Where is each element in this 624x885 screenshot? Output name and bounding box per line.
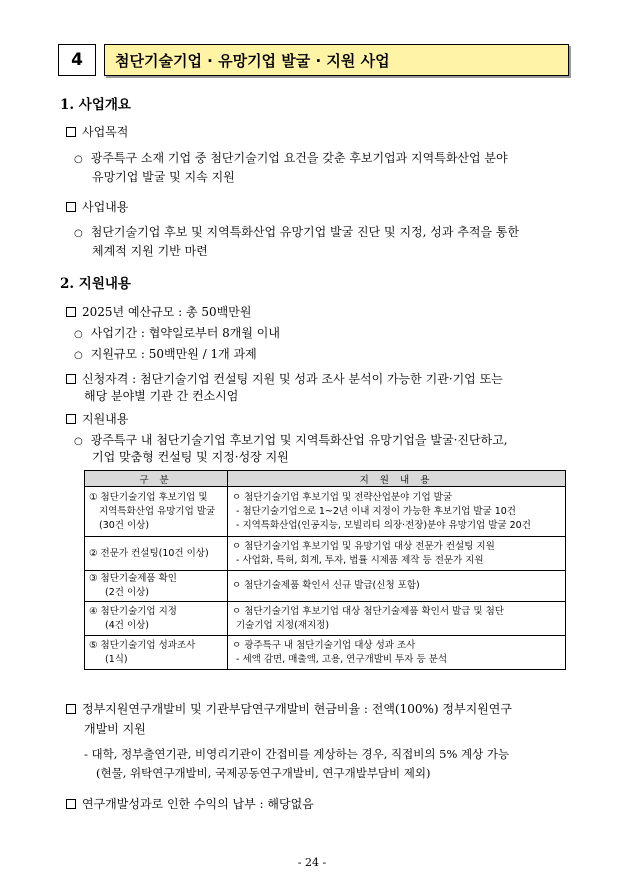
content-text: ㅇ 첨단기술제품 확인서 신규 발급(신청 포함): [232, 580, 420, 591]
table-row: [85, 487, 566, 537]
table-cell-category: [85, 537, 228, 571]
circle-bullet-icon: ○: [74, 436, 83, 447]
table-row: [85, 636, 566, 670]
table-row: [85, 571, 566, 602]
budget-line: 2025년 예산규모 : 총 50백만원: [66, 303, 251, 320]
category-text: ⑤ 첨단기술기업 성과조사: [89, 639, 196, 651]
support-text-cont: 기업 맞춤형 컨설팅 및 지정·성장 지원: [92, 450, 289, 464]
eligibility-line: 신청자격 : 첨단기술기업 컨설팅 지원 및 성과 조사 분석이 가능한 기관·기업 또는: [66, 370, 503, 387]
checkbox-square-icon: [66, 799, 76, 809]
purpose-text-cont: 유망기업 발굴 및 지속 지원: [92, 170, 235, 184]
purpose-label: 사업목적: [66, 123, 128, 140]
table-cell-category: [85, 571, 228, 602]
content-text: ○ 첨단기술기업 후보 및 지역특화산업 유망기업 발굴 진단 및 지정, 성과 추적을 통한: [74, 225, 520, 239]
ratio-line: 정부지원연구개발비 및 기관부담연구개발비 현금비율 : 전액(100%) 정부지원연구: [66, 700, 512, 717]
category-text: ④ 첨단기술기업 지정: [89, 605, 177, 617]
note-line: - 대학, 정부출연기관, 비영리기관이 간접비를 계상하는 경우, 직접비의 5% 계상 가능: [84, 747, 510, 761]
content-text: ㅇ 광주특구 내 첨단기술기업 대상 성과 조사: [232, 639, 416, 651]
table-cell-category: [85, 487, 228, 537]
circle-bullet-icon: ○: [74, 228, 83, 239]
content-text: - 첨단기술기업으로 1~2년 이내 지정이 가능한 후보기업 발굴 10건: [236, 505, 516, 517]
category-text: ② 전문가 컨설팅(10건 이상): [89, 547, 209, 559]
content-text: ㅇ 첨단기술기업 후보기업 및 전략산업분야 기업 발굴: [232, 491, 453, 503]
eligibility-line-cont: 해당 분야별 기관 간 컨소시엄: [84, 389, 239, 403]
table-cell-category: [85, 636, 228, 670]
content-text: - 세액 감면, 매출액, 고용, 연구개발비 투자 등 분석: [236, 653, 448, 665]
note-line-cont: (현물, 위탁연구개발비, 국제공동연구개발비, 연구개발부담비 제외): [96, 766, 431, 780]
checkbox-square-icon: [66, 127, 76, 137]
section-number: 4: [58, 44, 96, 76]
content-text-cont: 체계적 지원 기반 마련: [92, 244, 208, 258]
category-text: (30건 이상): [99, 519, 150, 531]
circle-bullet-icon: ○: [74, 350, 83, 361]
category-text: (1식): [105, 653, 128, 665]
section-header: [58, 44, 569, 76]
support-table: [84, 470, 566, 670]
checkbox-square-icon: [66, 374, 76, 384]
table-cell-content: [228, 571, 566, 602]
heading-support: 2. 지원내용: [60, 276, 131, 292]
checkbox-square-icon: [66, 307, 76, 317]
section-title: 첨단기술기업 · 유망기업 발굴 · 지원 사업: [104, 44, 569, 76]
content-label: 사업내용: [66, 198, 128, 215]
category-text: ③ 첨단기술제품 확인: [89, 573, 177, 584]
support-text: ○ 광주특구 내 첨단기술기업 후보기업 및 지역특화산업 유망기업을 발굴·진단하고,: [74, 433, 508, 447]
category-text: ① 첨단기술기업 후보기업 및: [89, 491, 208, 503]
circle-bullet-icon: ○: [74, 329, 83, 340]
table-cell-content: [228, 602, 566, 636]
table-cell-content: [228, 636, 566, 670]
table-row: [85, 602, 566, 636]
table-header-content: 지 원 내 용: [228, 471, 566, 487]
table-header-row: [85, 471, 566, 487]
category-text: 지역특화산업 유망기업 발굴: [99, 505, 216, 517]
support-label: 지원내용: [66, 410, 128, 427]
payment-line: 연구개발성과로 인한 수익의 납부 : 해당없음: [66, 795, 314, 812]
content-text: ㅇ 첨단기술기업 후보기업 대상 첨단기술제품 확인서 발급 및 첨단: [232, 605, 504, 617]
table-row: [85, 537, 566, 571]
heading-overview: 1. 사업개요: [60, 97, 131, 113]
table-cell-category: [85, 602, 228, 636]
content-text: - 사업화, 특허, 회계, 투자, 법률 시제품 제작 등 전문가 지원: [236, 554, 484, 566]
category-text: (2건 이상): [105, 587, 150, 598]
content-text: - 지역특화산업(인공지능, 모빌리티 의장·전장)분야 유망기업 발굴 20건: [236, 519, 531, 531]
checkbox-square-icon: [66, 704, 76, 714]
ratio-line-cont: 개발비 지원: [84, 722, 146, 736]
category-text: (4건 이상): [105, 619, 150, 631]
content-text: ㅇ 첨단기술기업 후보기업 및 유망기업 대상 전문가 컨설팅 지원: [232, 540, 495, 552]
checkbox-square-icon: [66, 414, 76, 424]
period-line: ○ 사업기간 : 협약일로부터 8개월 이내: [74, 326, 280, 340]
circle-bullet-icon: ○: [74, 154, 83, 165]
content-text: 기술기업 지정(재지정): [236, 619, 330, 631]
page-number: - 24 -: [297, 856, 327, 869]
checkbox-square-icon: [66, 202, 76, 212]
scale-line: ○ 지원규모 : 50백만원 / 1개 과제: [74, 347, 257, 361]
table-header-category: 구 분: [85, 471, 228, 487]
purpose-text: ○ 광주특구 소재 기업 중 첨단기술기업 요건을 갖춘 후보기업과 지역특화산업 분야: [74, 151, 508, 165]
table-cell-content: [228, 487, 566, 537]
table-cell-content: [228, 537, 566, 571]
